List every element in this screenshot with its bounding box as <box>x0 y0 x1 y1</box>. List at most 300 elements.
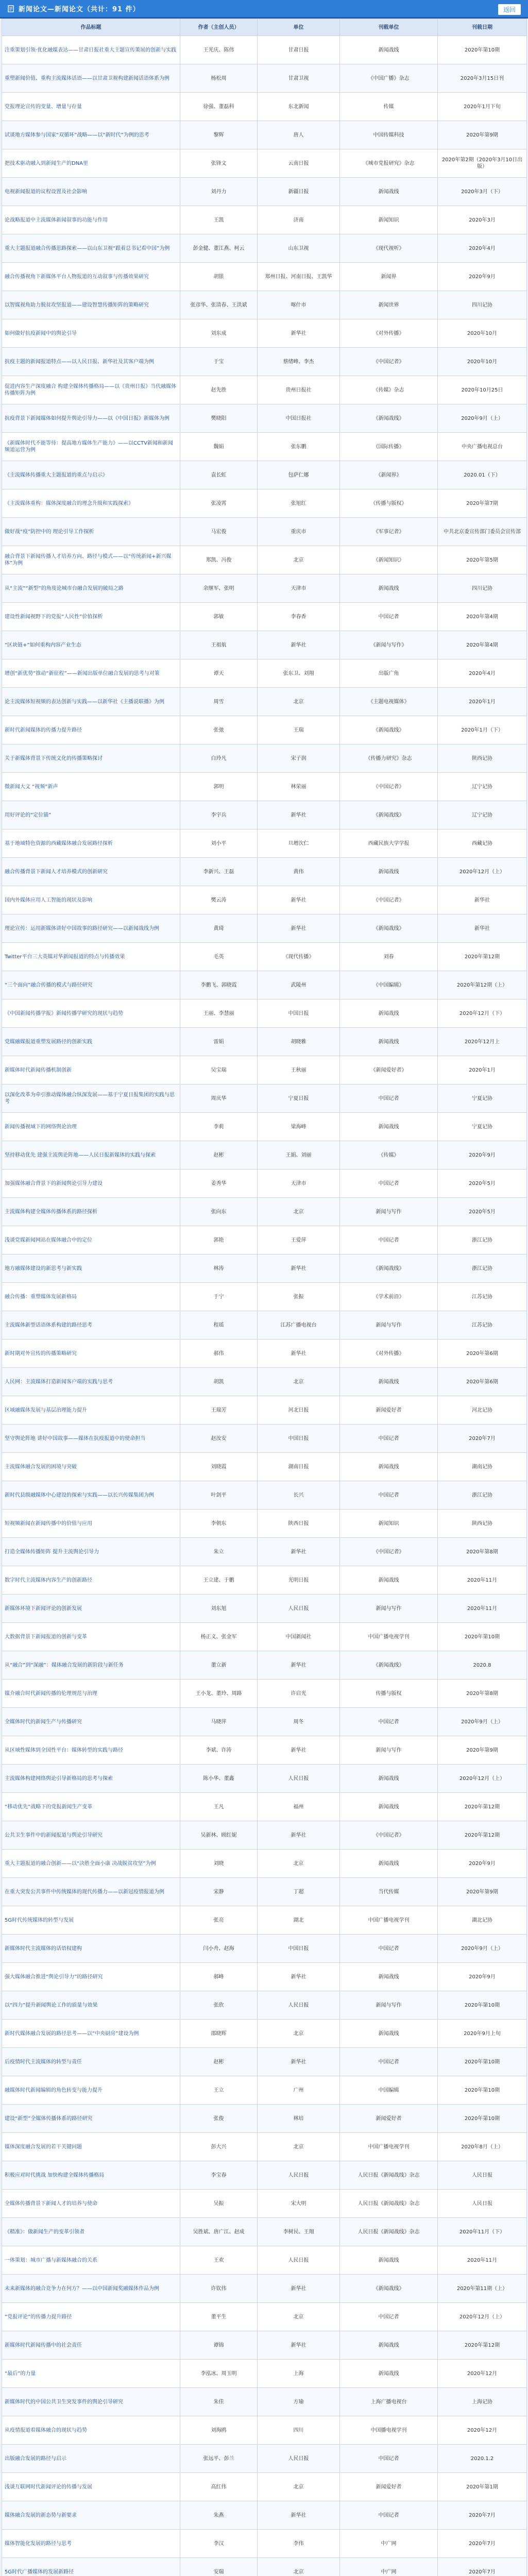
table-row[interactable] <box>2 858 527 886</box>
cell-title[interactable]: 以深化改革为牵引推动媒体融合纵深发展——基于宁夏日报集团的实践与思考 <box>2 1084 180 1113</box>
cell-journal: 新闻战线 <box>340 2331 438 2360</box>
table-row[interactable] <box>2 773 527 801</box>
cell-title[interactable]: 从“融合”到“深融”：媒体融合发展的新阶段与新任务 <box>2 1651 180 1680</box>
cell-author: 张弛 <box>180 716 258 744</box>
cell-author: 李宇兵 <box>180 801 258 829</box>
table-row[interactable] <box>2 1708 527 1736</box>
cell-title[interactable]: 重大主题报道的融合创新——以“决胜全面小康 决战脱贫攻坚”为例 <box>2 1850 180 1878</box>
table-row[interactable] <box>2 1198 527 1226</box>
table-row[interactable] <box>2 36 527 64</box>
cell-title[interactable]: 用好评论的“定位锚” <box>2 801 180 829</box>
table-row[interactable] <box>2 2275 527 2303</box>
cell-title[interactable]: 《主流媒体重构：媒体深度融合的理念升级和实践探索》 <box>2 489 180 518</box>
table-row[interactable] <box>2 1538 527 1566</box>
cell-issue: 中央广播电视总台 <box>438 433 527 461</box>
cell-author: 赵彬 <box>180 1141 258 1170</box>
table-row[interactable] <box>2 1736 527 1765</box>
cell-title[interactable]: 一体策划：城市广播与新媒体融合的关系 <box>2 2246 180 2275</box>
cell-journal: 中广网 <box>340 2558 438 2576</box>
table-row[interactable] <box>2 1651 527 1680</box>
cell-author: 谭锦 <box>180 2331 258 2360</box>
cell-author: 彭大兴 <box>180 2133 258 2161</box>
cell-title[interactable]: 新时代媒体融合发展的路径思考——以“中央厨房”建设为例 <box>2 2020 180 2048</box>
cell-title[interactable]: 抗疫主题的新闻报道特点——以人民日报、新华社及其客户端为例 <box>2 348 180 376</box>
cell-title[interactable]: 从疫情报道看媒体融合的现状与趋势 <box>2 2416 180 2445</box>
cell-title[interactable]: 做好战“疫”防控中的 理论引导工作探析 <box>2 518 180 546</box>
cell-journal: 《中国记者》 <box>340 886 438 914</box>
cell-issue: 2020年1月 <box>438 1056 527 1084</box>
cell-title[interactable]: 后疫情时代主流媒体的转型与责任 <box>2 2048 180 2076</box>
cell-title[interactable]: 新媒体时代新闻传播中的社会责任 <box>2 2331 180 2360</box>
cell-title[interactable]: 党媒融媒报道重塑发展路径的创新实践 <box>2 1028 180 1056</box>
cell-issue: 四川记协 <box>438 291 527 319</box>
table-row[interactable] <box>2 1765 527 1793</box>
table-row[interactable] <box>2 518 527 546</box>
table-row[interactable] <box>2 1595 527 1623</box>
cell-title[interactable]: 增创“新优势”推动“新征程”——新闻出版单位融合发展的思考与对策 <box>2 659 180 688</box>
cell-title[interactable]: 新时期对外宣传的传播策略研究 <box>2 1340 180 1368</box>
table-row[interactable] <box>2 1396 527 1425</box>
cell-unit: 云南日报 <box>258 149 340 178</box>
table-row[interactable] <box>2 1113 527 1141</box>
cell-unit: 四川 <box>258 2416 340 2445</box>
back-button[interactable]: 返回 <box>498 4 521 15</box>
cell-title[interactable]: “移动优先”战略下的党报新闻生产变革 <box>2 1793 180 1821</box>
cell-journal: 中国传媒科技 <box>340 121 438 149</box>
cell-journal: 新闻战线 <box>340 1028 438 1056</box>
cell-title[interactable]: 浅谈互联网时代新闻评论的传播与发展 <box>2 2473 180 2501</box>
table-row[interactable] <box>2 1453 527 1481</box>
cell-journal: 中国广播电视学刊 <box>340 1623 438 1651</box>
table-row[interactable] <box>2 744 527 773</box>
table-row[interactable] <box>2 914 527 943</box>
cell-unit: 河北日报 <box>258 1396 340 1425</box>
table-row[interactable] <box>2 943 527 971</box>
cell-issue: 2020年1月（下） <box>438 716 527 744</box>
table-row[interactable] <box>2 2303 527 2331</box>
table-row[interactable] <box>2 1850 527 1878</box>
table-row[interactable] <box>2 206 527 234</box>
cell-title[interactable]: 5G时代广播媒体的发展新路径 <box>2 2558 180 2576</box>
table-row[interactable] <box>2 1311 527 1340</box>
cell-title[interactable]: “区块链+”如何重构内容产业生态 <box>2 631 180 659</box>
cell-title[interactable]: 加强媒体融合背景下的新闻舆论引导力建设 <box>2 1170 180 1198</box>
cell-title[interactable]: 新媒体时代主流媒体的话语权建构 <box>2 1935 180 1963</box>
table-row[interactable] <box>2 1283 527 1311</box>
cell-title[interactable]: 建设性新闻视野下的党报“人民性”价值探析 <box>2 603 180 631</box>
cell-author: 赵彬 <box>180 2048 258 2076</box>
table-row[interactable] <box>2 291 527 319</box>
table-row[interactable] <box>2 376 527 404</box>
table-row[interactable] <box>2 999 527 1028</box>
table-row[interactable] <box>2 1566 527 1595</box>
cell-author: 李朝东 <box>180 1510 258 1538</box>
cell-title[interactable]: 从区域性媒体到全国性平台：媒体转型的实践与路径 <box>2 1736 180 1765</box>
cell-title[interactable]: 浅谈党媒新闻网站在媒体融合中的定位 <box>2 1226 180 1255</box>
table-row[interactable] <box>2 489 527 518</box>
table-row[interactable] <box>2 2133 527 2161</box>
cell-title[interactable]: 以“四力”提升新闻舆论工作的质量与效果 <box>2 1991 180 2020</box>
table-row[interactable] <box>2 1481 527 1510</box>
cell-unit: 天津市 <box>258 574 340 603</box>
table-row[interactable] <box>2 2331 527 2360</box>
cell-journal: 中国记者 <box>340 1170 438 1198</box>
cell-author: 叶剑平 <box>180 1481 258 1510</box>
table-row[interactable] <box>2 2161 527 2190</box>
cell-issue: 2020年10月 <box>438 348 527 376</box>
table-row[interactable] <box>2 2530 527 2558</box>
table-row[interactable] <box>2 1623 527 1651</box>
page-title: 新闻论文—新闻论文（共计：91 件） <box>19 6 140 13</box>
cell-title[interactable]: 论战略报道中主流媒体新闻叙事的功能与作用 <box>2 206 180 234</box>
cell-unit: 方瑜 <box>258 2388 340 2416</box>
cell-unit: 北京 <box>258 1198 340 1226</box>
cell-title[interactable]: “三个面向”融合传播的模式与路径研究 <box>2 971 180 999</box>
cell-author: 刘小平 <box>180 829 258 858</box>
cell-issue: 上海记协 <box>438 2388 527 2416</box>
cell-unit: 中国日报 <box>258 1425 340 1453</box>
cell-author: 毛英 <box>180 943 258 971</box>
table-row[interactable] <box>2 121 527 149</box>
cell-journal: 刘春 <box>340 943 438 971</box>
cell-issue: 2020年第9期 <box>438 1736 527 1765</box>
table-row[interactable] <box>2 348 527 376</box>
cell-title[interactable]: 坚守舆论阵地 讲好中国故事——媒体在抗疫报道中的使命担当 <box>2 1425 180 1453</box>
table-row[interactable] <box>2 64 527 93</box>
cell-unit: 新疆日报 <box>258 178 340 206</box>
cell-title[interactable]: 如何做好抗疫新闻中的舆论引导 <box>2 319 180 348</box>
cell-issue: 辽宁记协 <box>438 773 527 801</box>
cell-title[interactable]: 新时代县级融媒体中心建设的探索与实践——以长兴传媒集团为例 <box>2 1481 180 1510</box>
cell-issue: 陕西记协 <box>438 1510 527 1538</box>
cell-title[interactable]: 全媒体时代的新闻生产与传播研究 <box>2 1708 180 1736</box>
cell-unit: 李伟 <box>258 2530 340 2558</box>
cell-unit: 丁超 <box>258 1878 340 1906</box>
cell-journal: 新闻战线 <box>340 1113 438 1141</box>
table-row[interactable] <box>2 2416 527 2445</box>
cell-author: 董平生 <box>180 2303 258 2331</box>
cell-issue: 2020年5月 <box>438 1198 527 1226</box>
cell-author: 张凌霄 <box>180 489 258 518</box>
table-row[interactable] <box>2 2360 527 2388</box>
cell-issue: 2020年8月（上） <box>438 2133 527 2161</box>
table-row[interactable] <box>2 2105 527 2133</box>
table-row[interactable] <box>2 1141 527 1170</box>
cell-title[interactable]: 《中国新闻传播学报》新闻传播学研究的现状与趋势 <box>2 999 180 1028</box>
cell-title[interactable]: 短视频新闻在新闻传播中的价值与应用 <box>2 1510 180 1538</box>
table-row[interactable] <box>2 2445 527 2473</box>
table-row[interactable] <box>2 1906 527 1935</box>
table-row[interactable] <box>2 1793 527 1821</box>
table-row[interactable] <box>2 2020 527 2048</box>
table-row[interactable] <box>2 1680 527 1708</box>
cell-issue: 2020年5月 <box>438 1170 527 1198</box>
table-row[interactable] <box>2 1821 527 1850</box>
cell-title[interactable]: 新媒体时代的中国公共卫生突发事件的舆论引导研究 <box>2 2388 180 2416</box>
table-row[interactable] <box>2 263 527 291</box>
cell-issue: 2020年第8期 <box>438 1680 527 1708</box>
table-row[interactable] <box>2 1935 527 1963</box>
cell-title[interactable]: 5G时代传统媒体的转型与发展 <box>2 1906 180 1935</box>
cell-journal: 《对外传播》 <box>340 1340 438 1368</box>
cell-journal: 新闻与写作 <box>340 1595 438 1623</box>
cell-journal: 《新闻战线》 <box>340 801 438 829</box>
cell-title[interactable]: 主流媒体构建全媒体传播体系的路径探析 <box>2 1198 180 1226</box>
table-row[interactable] <box>2 886 527 914</box>
cell-title[interactable]: 积极应对时代挑战 加快构建全媒体传播格局 <box>2 2161 180 2190</box>
cell-issue: 2020年12月（上） <box>438 858 527 886</box>
table-row[interactable] <box>2 688 527 716</box>
cell-author: 张亮 <box>180 1906 258 1935</box>
cell-unit: 贵州日报社 <box>258 376 340 404</box>
table-row[interactable] <box>2 2218 527 2246</box>
cell-title[interactable]: 主流媒体融合发展的困境与突破 <box>2 1453 180 1481</box>
cell-title[interactable]: 未来新媒体的融合竞争力在何方？——以中国新闻奖融媒体作品为例 <box>2 2275 180 2303</box>
table-row[interactable] <box>2 2558 527 2576</box>
table-row[interactable] <box>2 1368 527 1396</box>
cell-title[interactable]: 数字时代主流媒体内容生产的创新路径 <box>2 1566 180 1595</box>
cell-title[interactable]: 出版融合发展的路径与启示 <box>2 2445 180 2473</box>
table-row[interactable] <box>2 1510 527 1538</box>
cell-journal: 《传媒》 <box>340 1141 438 1170</box>
cell-journal: 《传媒》杂志 <box>340 376 438 404</box>
table-row[interactable] <box>2 1963 527 1991</box>
cell-author: 安瑞 <box>180 2558 258 2576</box>
cell-author: 王立建、于鹏 <box>180 1566 258 1595</box>
cell-title[interactable]: 建设“新型”全媒体传播体系的路径研究 <box>2 2105 180 2133</box>
cell-issue: 2020年4月 <box>438 659 527 688</box>
cell-unit: 《现代传播》 <box>258 943 340 971</box>
cell-author: 王光庆、陈伟 <box>180 36 258 64</box>
cell-author: 张彦华、张清春、王洪斌 <box>180 291 258 319</box>
table-row[interactable] <box>2 1425 527 1453</box>
cell-issue: 2020年第10期 <box>438 2105 527 2133</box>
cell-journal: 《中国记者》 <box>340 773 438 801</box>
cell-issue: 2020年第12期 <box>438 2331 527 2360</box>
cell-issue: 河北记协 <box>438 1396 527 1425</box>
cell-unit: 人民日报 <box>258 1991 340 2020</box>
cell-title[interactable]: 融合传播背景下新闻人才培养模式的创新研究 <box>2 858 180 886</box>
table-row[interactable] <box>2 829 527 858</box>
cell-title[interactable]: 强大媒体融合推进“舆论引导力”的路径研究 <box>2 1963 180 1991</box>
cell-unit: 宋大明 <box>258 2190 340 2218</box>
cell-author: 黎辉 <box>180 121 258 149</box>
table-row[interactable] <box>2 319 527 348</box>
cell-title[interactable]: 媒介融合时代新闻传播的伦理规范与治理 <box>2 1680 180 1708</box>
table-row[interactable] <box>2 2473 527 2501</box>
cell-journal: 中国记者 <box>340 1425 438 1453</box>
cell-unit: 新华社 <box>258 1651 340 1680</box>
cell-issue: 江苏记协 <box>438 1283 527 1311</box>
cell-journal: 《学术前沿》 <box>340 1283 438 1311</box>
table-row[interactable] <box>2 1056 527 1084</box>
cell-title[interactable]: “最后”的力量 <box>2 2360 180 2388</box>
cell-unit: 长兴 <box>258 1481 340 1510</box>
cell-unit: 张旭红 <box>258 489 340 518</box>
cell-unit: 新华社 <box>258 1821 340 1850</box>
cell-title[interactable]: 在重大突发公共事件中传统媒体的现代传播力——以新冠疫情报道为例 <box>2 1878 180 1906</box>
cell-title[interactable]: 打造全媒体传播矩阵 提升主流舆论引导力 <box>2 1538 180 1566</box>
cell-unit: 新华社 <box>258 2275 340 2303</box>
cell-title[interactable]: 微新闻大文 “视频”新声 <box>2 773 180 801</box>
table-row[interactable] <box>2 659 527 688</box>
cell-title[interactable]: 电视新闻报道的议程设置及社会影响 <box>2 178 180 206</box>
cell-journal: 新闻与写作 <box>340 1198 438 1226</box>
cell-title[interactable]: 融合传播视角下新媒体平台人物报道的互动叙事与传播效果研究 <box>2 263 180 291</box>
table-row[interactable] <box>2 1226 527 1255</box>
cell-title[interactable]: 理论宣传：运用新媒体讲好中国故事的路径研究——以新闻战线为例 <box>2 914 180 943</box>
cell-unit: 湖北 <box>258 1906 340 1935</box>
cell-unit: 北京 <box>258 2473 340 2501</box>
cell-title[interactable]: 融媒体时代新闻编辑的角色转变与能力提升 <box>2 2076 180 2105</box>
cell-issue: 2020年第12期 <box>438 1793 527 1821</box>
cell-author: 张远平、彭兰 <box>180 2445 258 2473</box>
table-row[interactable] <box>2 1084 527 1113</box>
cell-journal: 中国记者 <box>340 2303 438 2331</box>
cell-author: 刘东成 <box>180 319 258 348</box>
table-row[interactable] <box>2 234 527 263</box>
cell-issue: 新华社 <box>438 914 527 943</box>
table-row[interactable] <box>2 2076 527 2105</box>
cell-title[interactable]: 关于新媒体背景下传统文化的传播策略探讨 <box>2 744 180 773</box>
cell-title[interactable]: 论主流媒体短视频的表达创新与实践——以新华社《主播说联播》为例 <box>2 688 180 716</box>
table-row[interactable] <box>2 801 527 829</box>
cell-title[interactable]: 党报理论宣传的变量、增量与存量 <box>2 93 180 121</box>
cell-unit: 陕西日报 <box>258 1510 340 1538</box>
cell-title[interactable]: 主流媒体构建网络舆论引导新格局的思考与探索 <box>2 1765 180 1793</box>
table-row[interactable] <box>2 603 527 631</box>
cell-author: 王小龙、董玲、周路 <box>180 1680 258 1708</box>
cell-title[interactable]: 重塑新闻价值、重构主流媒体话语——以甘肃卫视构建新闻话语体系为例 <box>2 64 180 93</box>
cell-author: 张欣 <box>180 1991 258 2020</box>
cell-title[interactable]: Twitter平台三大英媒对华新闻报道的特点与传播效果 <box>2 943 180 971</box>
cell-unit: 人民日报 <box>258 2246 340 2275</box>
table-row[interactable] <box>2 178 527 206</box>
cell-author: 朱燕 <box>180 2501 258 2530</box>
table-row[interactable] <box>2 2388 527 2416</box>
cell-author: 李鹏飞、郭晓霞 <box>180 971 258 999</box>
cell-unit: 唐人 <box>258 121 340 149</box>
table-row[interactable] <box>2 1878 527 1906</box>
cell-issue: 2020年12月上 <box>438 1028 527 1056</box>
table-row[interactable] <box>2 461 527 489</box>
table-row[interactable] <box>2 2048 527 2076</box>
cell-journal: 新闻知识 <box>340 206 438 234</box>
table-row[interactable] <box>2 971 527 999</box>
table-row[interactable] <box>2 631 527 659</box>
cell-title[interactable]: 全媒体传播背景下新闻人才的培养与使命 <box>2 2190 180 2218</box>
cell-title[interactable]: 坚持移动优先 建强主流舆论阵地——人民日报新媒体的实践与探索 <box>2 1141 180 1170</box>
cell-title[interactable]: 新媒体时代新闻传播机制创新 <box>2 1056 180 1084</box>
cell-title[interactable]: 媒体融合发展的新态势与新要求 <box>2 2501 180 2530</box>
cell-issue: 2020年11月（下） <box>438 2218 527 2246</box>
table-row[interactable] <box>2 2501 527 2530</box>
table-row[interactable] <box>2 1170 527 1198</box>
cell-journal: 中广网 <box>340 2530 438 2558</box>
cell-title[interactable]: 从“主流”“新型”的角度论城市台融合发展的破局之路 <box>2 574 180 603</box>
cell-title[interactable]: 注重策划引领·优化融媒表达——甘肃日报社重大主题宣传策展的创新与实践 <box>2 36 180 64</box>
cell-title[interactable]: 以智媒视角助力脱贫攻坚报道——建设智慧传播矩阵的策略研究 <box>2 291 180 319</box>
cell-title[interactable]: 大数据背景下新闻报道的创新与变革 <box>2 1623 180 1651</box>
cell-title[interactable]: 媒体深度融合发展的若干关键问题 <box>2 2133 180 2161</box>
cell-unit: 济南 <box>258 206 340 234</box>
cell-title[interactable]: 媒体智能化发展的路径与思考 <box>2 2530 180 2558</box>
table-body <box>2 36 527 2576</box>
cell-issue: 2020年第6期 <box>438 1340 527 1368</box>
cell-unit: 山东卫视 <box>258 234 340 263</box>
cell-title[interactable]: 基于地域特色资源的西藏媒体融合发展路径探析 <box>2 829 180 858</box>
cell-issue: 2020年第8期 <box>438 1538 527 1566</box>
cell-title[interactable]: 试谈地方媒体参与国家“双循环”战略——以“新时代”为例的思考 <box>2 121 180 149</box>
table-row[interactable] <box>2 546 527 574</box>
table-row[interactable] <box>2 1255 527 1283</box>
table-row[interactable] <box>2 2246 527 2275</box>
cell-title[interactable]: 主流媒体新型话语体系构建的路径思考 <box>2 1311 180 1340</box>
table-row[interactable] <box>2 2190 527 2218</box>
cell-title[interactable]: 人民网：主流媒体打造新闻客户端的实践与思考 <box>2 1368 180 1396</box>
table-row[interactable] <box>2 433 527 461</box>
cell-journal: 《中国记者》 <box>340 1821 438 1850</box>
cell-unit: 王娟、刘丽 <box>258 1141 340 1170</box>
cell-title[interactable]: 融合传播：重塑媒体发展新格局 <box>2 1283 180 1311</box>
cell-author: 朱佳 <box>180 2388 258 2416</box>
cell-issue: 2020年3月（下） <box>438 178 527 206</box>
cell-title[interactable]: 地方融媒体建设的新思考与新实践 <box>2 1255 180 1283</box>
table-row[interactable] <box>2 1028 527 1056</box>
cell-title[interactable]: 新时代新闻媒体的传播力提升路径 <box>2 716 180 744</box>
cell-title[interactable]: “党报评论”的传播力提升路径 <box>2 2303 180 2331</box>
cell-author: 于宁 <box>180 1283 258 1311</box>
top-bar <box>0 0 528 19</box>
cell-title[interactable]: 促进内容生产深度融合 构建全媒体传播格局——以《贵州日报》当代融媒体传播矩阵为例 <box>2 376 180 404</box>
cell-unit: 北京 <box>258 2133 340 2161</box>
cell-issue: 2020年第10期 <box>438 36 527 64</box>
table-row[interactable] <box>2 1991 527 2020</box>
cell-unit: 张振 <box>258 1283 340 1311</box>
table-row[interactable] <box>2 404 527 433</box>
table-row[interactable] <box>2 149 527 178</box>
cell-title[interactable]: 新闻传播视域下的网络舆论治理 <box>2 1113 180 1141</box>
cell-title[interactable]: 《精准》：做新闻生产的变革引领者 <box>2 2218 180 2246</box>
cell-unit: 东北新闻 <box>258 93 340 121</box>
cell-unit: 北京 <box>258 2020 340 2048</box>
cell-issue: 2020.01（下） <box>438 461 527 489</box>
table-row[interactable] <box>2 716 527 744</box>
cell-title[interactable]: 公共卫生事件中的新闻报道与舆论引导研究 <box>2 1821 180 1850</box>
cell-title[interactable]: 《主流媒体传播重大主题报道的重点与启示》 <box>2 461 180 489</box>
cell-title[interactable]: 区域融媒体发展与基层治理能力提升 <box>2 1396 180 1425</box>
cell-author: 吴宝瑞 <box>180 1056 258 1084</box>
cell-unit: 人民日报 <box>258 2161 340 2190</box>
cell-title[interactable]: 《新媒体时代不能等待：提高地方媒体生产能力》——以CCTV新闻和新闻频道运营为例 <box>2 433 180 461</box>
table-row[interactable] <box>2 574 527 603</box>
cell-title[interactable]: 国内外媒体应用人工智能的现状及影响 <box>2 886 180 914</box>
cell-title[interactable]: 重大主题报道融合传播思路探索——以山东卫视“跟着总书记看中国”为例 <box>2 234 180 263</box>
cell-issue: 2020年11月 <box>438 1566 527 1595</box>
cell-title[interactable]: 新媒体环境下新闻评论的创新发展 <box>2 1595 180 1623</box>
table-row[interactable] <box>2 93 527 121</box>
cell-issue: 陕西记协 <box>438 744 527 773</box>
cell-author: 郑凯、冯俊 <box>180 546 258 574</box>
cell-title[interactable]: 把技术驱动融入到新闻生产的DNA里 <box>2 149 180 178</box>
cell-unit: 中国日报 <box>258 999 340 1028</box>
cell-unit: 郑州日报、河南日报、王凯华 <box>258 263 340 291</box>
cell-author: 吴胜斌、唐广江、赵成 <box>180 2218 258 2246</box>
cell-title[interactable]: 融合背景下新闻传播人才培养方向、路径与模式——以“传统新闻+新兴媒体”为例 <box>2 546 180 574</box>
table-row[interactable] <box>2 1340 527 1368</box>
cell-title[interactable]: 抗疫背景下新闻媒体如何提升舆论引导力——以《中国日报》新媒体为例 <box>2 404 180 433</box>
cell-journal: 人民日报《新闻战线》杂志 <box>340 2190 438 2218</box>
